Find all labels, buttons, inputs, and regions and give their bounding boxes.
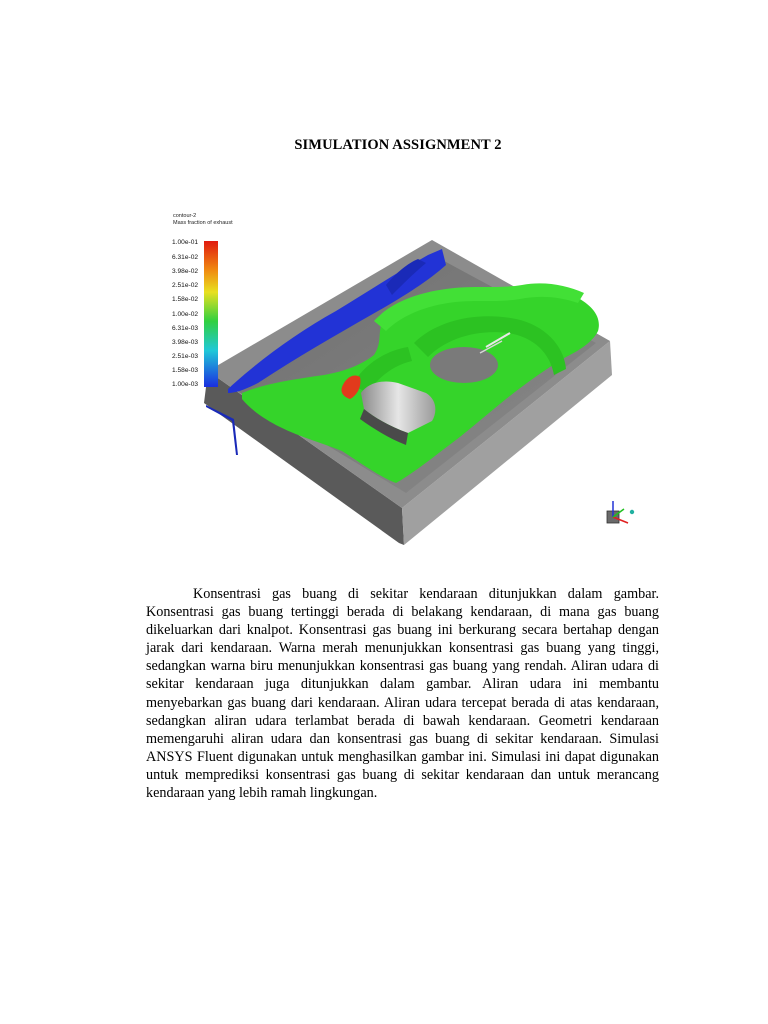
legend-colorbar [204,241,218,387]
simulation-figure [146,193,659,550]
legend-tick: 6.31e-03 [172,325,199,332]
legend-tick: 1.00e-03 [172,381,199,388]
legend-tick: 3.98e-02 [172,268,199,275]
legend-tick: 6.31e-02 [172,254,199,261]
simulation-contour-image [146,193,659,550]
legend-tick: 3.98e-03 [172,339,199,346]
legend-tick: 2.51e-02 [172,282,199,289]
legend-tick: 2.51e-03 [172,353,199,360]
legend-title-line2: Mass fraction of exhaust [173,220,233,226]
legend-ticks [172,239,198,388]
body-paragraph: Konsentrasi gas buang di sekitar kendaraan ditunjukkan dalam gambar. Konsentrasi gas buang tertinggi berada di belakang kendaraan, di mana gas buang dikeluarkan dari knalpot. Konsentrasi gas buang ini berkurang secara bertahap dengan jarak dari kendaraan. Warna merah menunjukkan konsentrasi gas buang yang tinggi, sedangkan warna biru menunjukkan konsentrasi gas buang yang rendah. Aliran udara di sekitar kendaraan juga ditunjukkan dalam gambar. Aliran udara ini membantu menyebarkan gas buang dari kendaraan. Aliran udara tercepat berada di atas kendaraan, sedangkan aliran udara terlambat berada di bawah kendaraan. Geometri kendaraan memengaruhi aliran udara dan konsentrasi gas buang di sekitar kendaraan. Simulasi ANSYS Fluent digunakan untuk menghasilkan gambar ini. Simulasi ini dapat digunakan untuk memprediksi konsentrasi gas buang di sekitar kendaraan dan untuk merancang kendaraan yang lebih ramah lingkungan. [146,586,659,802]
legend-title-line1: contour-2 [173,213,197,219]
legend-tick: 1.58e-03 [172,367,199,374]
axis-triad-icon [607,501,634,523]
legend-tick: 1.00e-02 [172,311,199,318]
floor-patch [430,347,498,383]
legend-tick: 1.58e-02 [172,296,199,303]
document-title: SIMULATION ASSIGNMENT 2 [294,137,502,153]
legend-tick: 1.00e-01 [172,239,199,246]
